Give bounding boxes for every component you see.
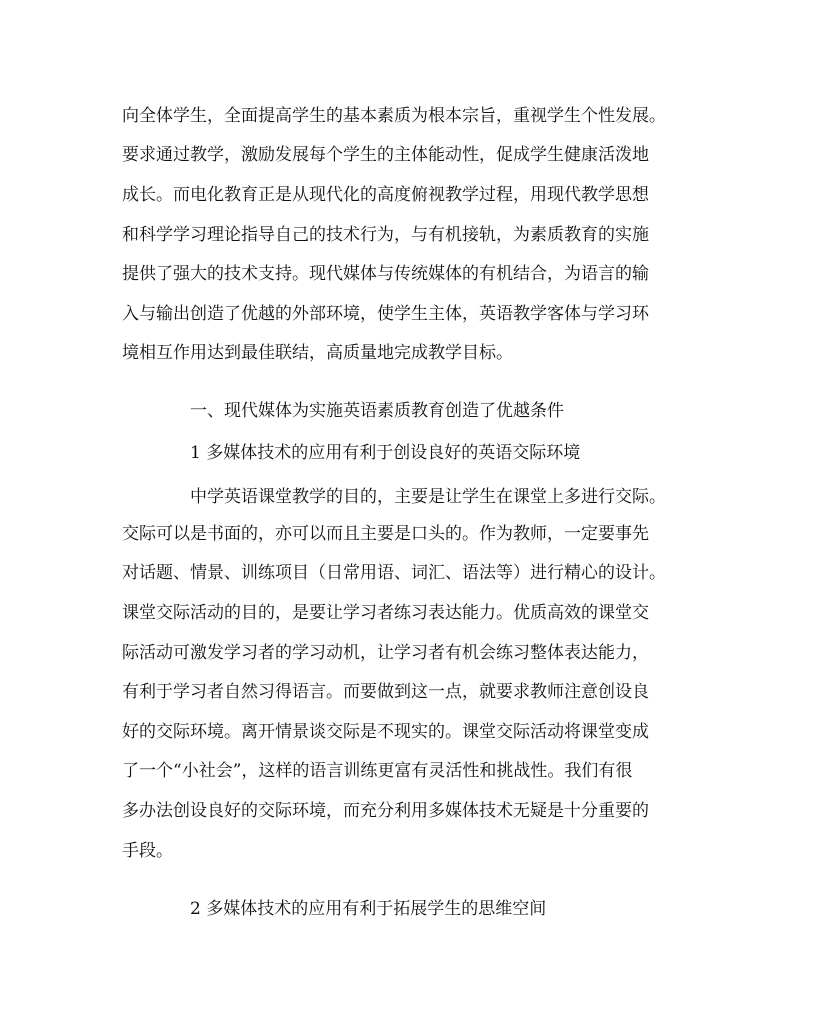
paragraph-line: 对话题、情景、训练项目（日常用语、词汇、语法等）进行精心的设计。: [122, 563, 666, 583]
paragraph-line: 入与输出创造了优越的外部环境，使学生主体，英语教学客体与学习环: [122, 304, 649, 324]
paragraph-line: 交际可以是书面的，亦可以而且主要是口头的。作为教师，一定要事先: [122, 524, 649, 544]
paragraph-line: 向全体学生，全面提高学生的基本素质为根本宗旨，重视学生个性发展。: [122, 106, 666, 126]
paragraph-line: 有利于学习者自然习得语言。而要做到这一点，就要求教师注意创设良: [122, 682, 649, 702]
paragraph-line: 好的交际环境。离开情景谈交际是不现实的。课堂交际活动将课堂变成: [122, 722, 649, 742]
paragraph-line: 境相互作用达到最佳联结，高质量地完成教学目标。: [122, 343, 513, 363]
paragraph-line: 和科学学习理论指导自己的技术行为，与有机接轨，为素质教育的实施: [122, 225, 649, 245]
paragraph-line-first: 中学英语课堂教学的目的，主要是让学生在课堂上多进行交际。: [190, 487, 666, 507]
paragraph-line: 际活动可激发学习者的学习动机，让学习者有机会练习整体表达能力，: [122, 643, 649, 663]
section-heading: 一、现代媒体为实施英语素质教育创造了优越条件: [190, 401, 564, 421]
subsection-heading: 2 多媒体技术的应用有利于拓展学生的思维空间: [190, 899, 547, 919]
paragraph-line: 要求通过教学，激励发展每个学生的主体能动性，促成学生健康活泼地: [122, 145, 649, 165]
subsection-heading: 1 多媒体技术的应用有利于创设良好的英语交际环境: [190, 443, 581, 463]
paragraph-line: 成长。而电化教育正是从现代化的高度俯视教学过程，用现代教学思想: [122, 185, 649, 205]
paragraph-line: 了一个“小社会”，这样的语言训练更富有灵活性和挑战性。我们有很: [122, 761, 633, 781]
paragraph-line: 课堂交际活动的目的，是要让学习者练习表达能力。优质高效的课堂交: [122, 603, 649, 623]
paragraph-line: 提供了强大的技术支持。现代媒体与传统媒体的有机结合，为语言的输: [122, 264, 649, 284]
paragraph-line: 手段。: [122, 841, 173, 861]
paragraph-line: 多办法创设良好的交际环境，而充分利用多媒体技术无疑是十分重要的: [122, 801, 649, 821]
